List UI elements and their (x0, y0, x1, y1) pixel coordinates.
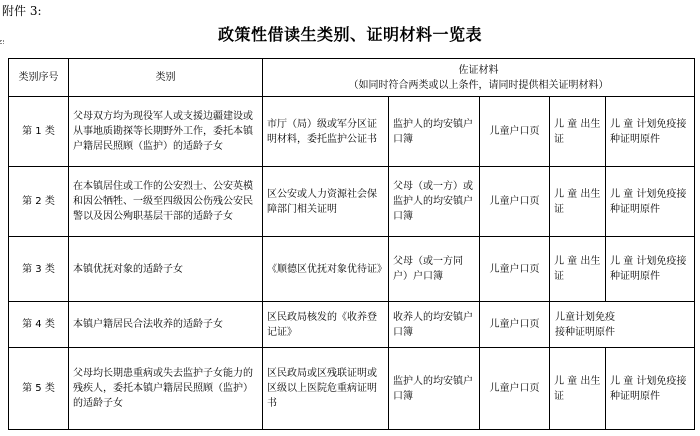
row-proof-1: 区民政局或区残联证明或区级以上医院危重病证明书 (263, 348, 389, 430)
row-proof-1: 区公安或人力资源社会保障部门相关证明 (263, 167, 389, 237)
row-proof-4: 儿 童 出生证 (550, 348, 606, 430)
row-proof-2: 父母（或一方同户）户口簿 (389, 237, 480, 302)
table-row (9, 97, 695, 167)
header-proof-note: （如同时符合两类或以上条件，请同时提供相关证明材料） (348, 79, 609, 91)
row-proof-3: 儿童户口页 (480, 167, 550, 237)
row-proof-2: 收养人的均安镇户口簿 (389, 302, 480, 348)
row-proof-4: 儿 童 出生证 (550, 97, 606, 167)
row-proof-5: 儿 童 计划免疫接种证明原件 (606, 97, 695, 167)
row-category: 在本镇居住或工作的公安烈士、公安英模和因公牺牲、一级至四级因公伤残公安民警以及因公殉职基层干部的适龄子女 (69, 167, 263, 237)
row-proof-4-text: 儿童计划免疫接种证明原件 (555, 311, 615, 338)
header-category-no: 类别序号 (9, 59, 69, 97)
row-proof-3: 儿童户口页 (480, 348, 550, 430)
table-row (9, 237, 695, 302)
row-proof-1: 市厅（局）级或军分区证明材料，委托监护公证书 (263, 97, 389, 167)
row-proof-2: 父母（或一方）或监护人的均安镇户口簿 (389, 167, 480, 237)
row-no: 第 3 类 (9, 237, 69, 302)
annex-label: 附件 3: (2, 4, 42, 18)
row-no: 第 5 类 (9, 348, 69, 430)
table-row (9, 348, 695, 430)
row-no: 第 1 类 (9, 97, 69, 167)
row-proof-3: 儿童户口页 (480, 237, 550, 302)
row-no: 第 2 类 (9, 167, 69, 237)
row-category: 父母均长期患重病或失去监护子女能力的残疾人，委托本镇户籍居民照顾（监护）的适龄子女 (69, 348, 263, 430)
page-title: 政策性借读生类别、证明材料一览表 (217, 25, 482, 44)
row-category: 父母双方均为现役军人或支援边疆建设或从事地质勘探等长期野外工作，委托本镇户籍居民照顾（监护）的适龄子女 (69, 97, 263, 167)
header-category: 类别 (69, 59, 263, 97)
row-proof-3: 儿童户口页 (480, 97, 550, 167)
table-row (9, 302, 695, 348)
row-proof-5: 儿 童 计划免疫接种证明原件 (606, 237, 695, 302)
header-proof (263, 59, 695, 97)
row-proof-2: 监护人的均安镇户口簿 (389, 97, 480, 167)
row-category: 本镇户籍居民合法收养的适龄子女 (69, 302, 263, 348)
row-proof-4: 儿 童 出生证 (550, 237, 606, 302)
table-header-row (9, 59, 695, 97)
row-no: 第 4 类 (9, 302, 69, 348)
anchor-marker (0, 40, 4, 44)
row-proof-1: 区民政局核发的《收养登记证》 (263, 302, 389, 348)
row-proof-5: 儿 童 计划免疫接种证明原件 (606, 167, 695, 237)
row-proof-5: 儿 童 计划免疫接种证明原件 (606, 348, 695, 430)
row-proof-4: 儿 童 出生证 (550, 167, 606, 237)
row-proof-4 (550, 302, 695, 348)
row-category: 本镇优抚对象的适龄子女 (69, 237, 263, 302)
row-proof-3: 儿童户口页 (480, 302, 550, 348)
policy-table (8, 58, 695, 430)
table-row (9, 167, 695, 237)
row-proof-1: 《顺德区优抚对象优待证》 (263, 237, 389, 302)
header-proof-title: 佐证材料 (458, 64, 499, 76)
row-proof-2: 监护人的均安镇户口簿 (389, 348, 480, 430)
